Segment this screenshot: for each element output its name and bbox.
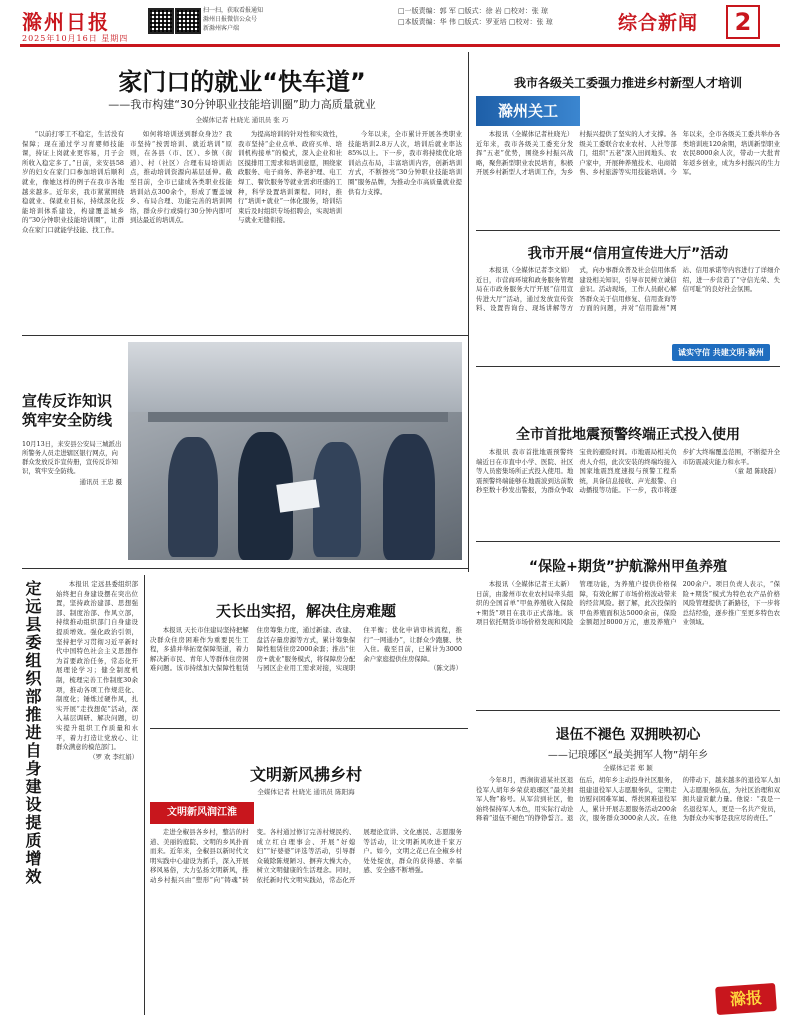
- photo-credit: 通讯员 王忠 摄: [79, 478, 122, 486]
- credit-headline[interactable]: 我市开展“信用宣传进大厅”活动: [527, 246, 729, 262]
- section-divider: [150, 728, 468, 729]
- lead-paragraph: 为提高培训的针对性和实效性，我市坚持“企业点单、政府买单、培训机构接单”的模式，深入企业和社区摸排用工需求和培训意愿，围绕家政服务、电子商务、养老护理、电工焊工、餐饮服务等就业需求旺盛的工种，科学设置培训课程。同时，推行“培训+就业”一体化服务，培训结束后及时组织专场招聘会，实现培训与就业无缝衔接。: [238, 130, 342, 225]
- section-divider: [476, 366, 780, 367]
- veteran-byline: 全媒体记者 郑 颖: [603, 764, 653, 772]
- section-divider: [22, 335, 468, 336]
- lead-paragraph: 今年以来，全市累计开展各类职业技能培训2.8万人次，培训后就业率达85%以上。下一步，我市将持续优化培训站点布局，丰富培训内容，创新培训方式，不断擦亮“30分钟职业技能培训圈”服务品牌，为推动全市高质量就业提供有力支撑。: [348, 130, 462, 196]
- dingyuan-paragraph: 本报讯 定远县委组织部始终把自身建设摆在突出位置，坚持政治建部、思想强部、制度治部、作风立部，持续推动组织部门自身建设提质增效。强化政治引领，坚持把学习贯彻习近平新时代中国特色社会主义思想作为首要政治任务，常态化开展理论学习；健全制度机制，梳理完善工作制度30余项，推动各项工作规范化、制度化；锤炼过硬作风，扎实开展“走找想促”活动，深入基层调研、解决问题，切实提升组织工作质量和水平，着力打造让党放心、让群众满意的模范部门。: [56, 580, 138, 752]
- photo-caption-text: 10月13日，来安县公安局三城派出所警务人员走进辖区银行网点，向群众发放反诈宣传册，宣传反诈知识，筑牢安全防线。: [22, 440, 122, 475]
- veteran-subheadline: ——记琅琊区“最美拥军人物”胡年乡: [547, 750, 709, 761]
- section-divider: [476, 710, 780, 711]
- promo-line: 滁州日报微信公众号: [203, 16, 258, 23]
- masthead-rule: [20, 44, 780, 47]
- lead-byline: 全媒体记者 杜晓光 通讯员 张 巧: [195, 116, 289, 124]
- column-divider: [468, 52, 469, 572]
- editor-line: □一版责编：郭 军 □版式：徐 岩 □校对：张 琼: [398, 7, 548, 15]
- turtle-headline[interactable]: “保险+期货”护航滁州甲鱼养殖: [528, 559, 728, 575]
- turtle-body: [476, 580, 780, 706]
- turtle-paragraph: 本报讯（全媒体记者王太新）日前，由滁州市农业农村局牵头组织的全国首单“甲鱼养殖收入保险+期货”项目在我市正式落地。该项目依托期货市场价格发现和风险管理功能，为养殖户提供价格保障，有效化解了市场价格波动带来的经营风险。据了解，此次投保的甲鱼养殖面积达5000余亩，保险金额超过8000万元，惠及养殖户200余户。项目负责人表示，“保险+期货”模式为特色农产品价格风险管理提供了新路径，下一步将总结经验，逐步推广至更多特色农业领域。: [476, 580, 780, 627]
- issue-date: 2025年10月16日 星期四: [22, 34, 129, 43]
- dingyuan-headline[interactable]: 定远县委组织部推进自身建设提质增效: [23, 580, 42, 886]
- promo-text: [203, 6, 263, 33]
- tianchang-headline[interactable]: 天长出实招，解决住房难题: [215, 602, 396, 620]
- wenming-body: [150, 828, 462, 1018]
- guangong-paragraph: 本报讯（全媒体记者杜晓光）近年来，我市各级关工委充分发挥“五老”优势，围绕乡村振兴战略，聚焦新型职业农民培育，积极开展乡村新型人才培训工作，为乡村振兴提供了坚实的人才支撑。各级关工委联合农业农村、人社等部门，组织“五老”深入田间地头、农户家中，开展种养殖技术、电商销售、乡村旅游等实用技能培训。今年以来，全市各级关工委共举办各类培训班120余期，培训新型职业农民8000余人次，带动一大批青年返乡创业，成为乡村振兴的生力军。: [476, 130, 780, 177]
- photo-feature-headline[interactable]: 宣传反诈知识 筑牢安全防线: [22, 392, 113, 429]
- column-divider: [144, 575, 145, 1015]
- earthquake-paragraph: 本报讯 我市首批地震预警终端近日在市直中小学、医院、社区等人员密集场所正式投入使用。地震预警终端能够在地震波到达前数秒至数十秒发出警报，为群众争取宝贵的避险时间。市地震局相关负责人介绍，此次安装的终端均接入国家地震烈度速报与预警工程系统，具备信息接收、声光报警、自动播报等功能。下一步，我市将逐步扩大终端覆盖范围，不断提升全市防震减灾能力和水平。: [476, 448, 780, 495]
- photo-caption: [22, 440, 122, 487]
- veteran-headline[interactable]: 退伍不褪色 双拥映初心: [555, 727, 701, 743]
- section-divider: [476, 541, 780, 542]
- wenming-paragraph: 走进全椒县各乡村，整洁的村道、美丽的庭院、文明的乡风扑面而来。近年来，全椒县以新时代文明实践中心建设为抓手，深入开展移风易俗，大力弘扬文明新风，推动乡村振兴由“塑形”向“铸魂”转变。各村通过修订完善村规民约、成立红白理事会、开展“好媳妇”“好婆婆”评选等活动，引导群众破除陈规陋习、摒弃大操大办，树立文明健康的生活理念。同时，依托新时代文明实践站，常态化开展理论宣讲、文化惠民、志愿服务等活动，让文明新风吹进千家万户。如今，文明之花已在全椒乡村处处绽放，群众的获得感、幸福感、安全感不断增强。: [150, 828, 462, 884]
- wenming-headline[interactable]: 文明新风拂乡村: [249, 765, 362, 784]
- earthquake-byline: （童 超 陈晓磊）: [731, 467, 780, 476]
- editor-line: □本版责编：华 伟 □版式：罗亚培 □校对：张 琼: [398, 18, 553, 26]
- qr-code-icon[interactable]: [175, 8, 201, 34]
- wenming-banner: 文明新风润江淮: [150, 802, 254, 824]
- lead-subheadline: ——我市构建“30分钟职业技能培训圈”助力高质量就业: [108, 98, 376, 111]
- credit-paragraph: 本报讯（全媒体记者李文娟）近日，市营商环境和政务服务管理局在市政务服务大厅开展“信用宣传进大厅”活动，通过发放宣传资料、设置咨询台、现场讲解等方式，向办事群众普及社会信用体系建设相关知识，引导市民树立诚信意识。活动现场，工作人员耐心解答群众关于信用修复、信用查询等方面的问题，并对“信用滁州”网站、信用承诺等内容进行了详细介绍，进一步营造了“守信光荣、失信可耻”的良好社会氛围。: [476, 266, 780, 313]
- newspaper-logo[interactable]: 滁州日报: [22, 10, 110, 34]
- lead-headline[interactable]: 家门口的就业“快车道”: [118, 68, 366, 96]
- tianchang-body: [150, 626, 462, 722]
- guangong-banner: 滁州关工: [476, 96, 580, 126]
- page-number: 2: [726, 5, 760, 39]
- section-title: 综合新闻: [618, 12, 699, 34]
- promo-line: 新滁州客户端: [203, 25, 240, 32]
- section-divider: [476, 230, 780, 231]
- earthquake-headline[interactable]: 全市首批地震预警终端正式投入使用: [516, 427, 740, 443]
- wenming-byline: 全媒体记者 杜晓光 通讯员 陈阳海: [257, 788, 355, 796]
- dingyuan-byline: （罗 欢 李红娟）: [89, 752, 138, 761]
- footer-logo: 滁报: [715, 983, 777, 1015]
- lead-column-1: [22, 130, 124, 325]
- promo-line: 扫一扫，获取看报通知: [203, 7, 264, 14]
- credit-badge[interactable]: 诚实守信 共建文明·滁州: [672, 344, 770, 361]
- guangong-body: [476, 130, 780, 225]
- lead-paragraph: “以前打零工不稳定，生活没有保障；现在通过学习育婴师技能课，持证上岗就业更容易，月子会所收入稳定多了。”日前，来安县58岁的妇女在家门口参加培训后顺利就业，像她这样的例子在我市各地越来越多。近年来，我市紧紧围绕稳就业、保就业目标，持续深化技能培训体系建设，构建覆盖城乡的“30分钟职业技能培训圈”，让群众在家门口就能学技能、找工作。: [22, 130, 124, 234]
- tianchang-paragraph: 本报讯 天长市住建局坚持把解决群众住房困难作为重要民生工程，多措并举拓宽保障渠道，着力解决新市民、青年人等群体住房困难问题。该市持续加大保障性租赁住房筹集力度，通过新建、改建、盘活存量房源等方式，累计筹集保障性租赁住房2000余套；推出“住房+就业”服务模式，将保障房分配与园区企业用工需求对接，实现职住平衡；优化申请审核流程，推行“一网通办”，让群众少跑腿、快入住。截至目前，已累计为3000余户家庭提供住房保障。: [150, 626, 462, 673]
- editors-box: [398, 6, 553, 28]
- lead-column-3: [238, 130, 342, 325]
- lead-column-4: [348, 130, 462, 325]
- veteran-paragraph: 今年8月，西涧街道某社区退役军人胡年乡荣获琅琊区“最美拥军人物”称号。从军营到社区，他始终保持军人本色，用实际行动诠释着“退伍不褪色”的铮铮誓言。退伍后，胡年乡主动投身社区服务，组建退役军人志愿服务队，定期走访慰问困难军属、帮扶困难退役军人，累计开展志愿服务活动200余次，服务群众3000余人次。在他的带动下，越来越多的退役军人加入志愿服务队伍，为社区治理和双拥共建贡献力量。他说：“我是一名退役军人，更是一名共产党员，为群众办实事是我应尽的责任。”: [476, 776, 780, 823]
- earthquake-body: [476, 448, 780, 536]
- tianchang-byline: （陈文涛）: [430, 664, 462, 673]
- veteran-body: [476, 776, 780, 976]
- section-divider: [22, 568, 468, 569]
- lead-column-2: [130, 130, 232, 325]
- qr-code-icon[interactable]: [148, 8, 174, 34]
- lead-paragraph: 如何将培训送到群众身边？我市坚持“按需培训、就近培训”原则，在各县（市、区）、乡镇（街道）、村（社区）合理布局培训站点，推动培训资源向基层延伸。截至目前，全市已建成各类职业技能培训站点300余个，形成了覆盖城乡、布局合理、功能完善的培训网络，群众步行或骑行30分钟内即可到达最近的培训点。: [130, 130, 232, 225]
- guangong-headline[interactable]: 我市各级关工委强力推进乡村新型人才培训: [513, 76, 742, 90]
- anti-fraud-photo[interactable]: [128, 342, 462, 560]
- credit-body: [476, 266, 780, 356]
- dingyuan-body: [56, 580, 138, 1008]
